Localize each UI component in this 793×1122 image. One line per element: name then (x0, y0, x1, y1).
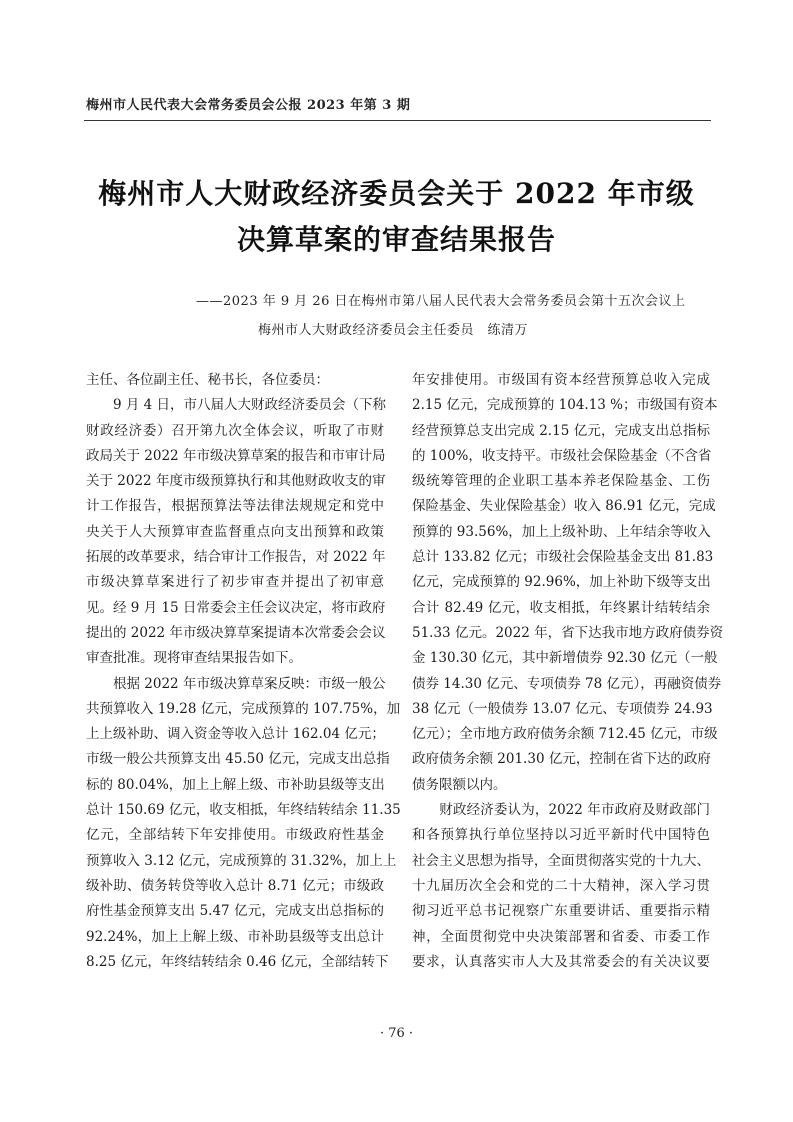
text-line: 政局关于 2022 年市级决算草案的报告和市审计局 (86, 447, 386, 464)
text-line: 总计 150.69 亿元，收支相抵，年终结转结余 11.35 (86, 802, 401, 819)
right-text-column (412, 368, 724, 975)
text-line: 共预算收入 19.28 亿元，完成预算的 107.75%，加 (86, 700, 401, 717)
text-line: 级统筹管理的企业职工基本养老保险基金、工伤 (412, 473, 710, 490)
text-line: 38 亿元（一般债券 13.07 亿元、专项债券 24.93 (412, 700, 713, 717)
text-line: 府性基金预算支出 5.47 亿元，完成支出总指标的 (86, 903, 384, 920)
text-line: 92.24%，加上上解上级、市补助县级等支出总计 (86, 928, 384, 945)
text-line: 的 100%，收支持平。市级社会保险基金（不含省 (412, 447, 712, 464)
text-line: 债券 14.30 亿元、专项债券 78 亿元），再融资债券 (412, 675, 722, 692)
text-line: 十九届历次全会和党的二十大精神，深入学习贯 (412, 877, 710, 894)
running-header: 梅州市人民代表大会常务委员会公报 2023 年第 3 期 (86, 98, 411, 113)
text-line: 市级决算草案进行了初步审查并提出了初审意 (86, 574, 384, 591)
text-line: 见。经 9 月 15 日常委会主任会议决定，将市政府 (86, 599, 386, 616)
text-line: 2.15 亿元，完成预算的 104.13 %；市级国有资本 (412, 397, 718, 414)
page-number: · 76 · (379, 1026, 414, 1041)
text-line: 主任、各位副主任、秘书长，各位委员： (86, 372, 329, 388)
text-line: 标的 80.04%，加上上解上级、市补助县级等支出 (86, 776, 385, 793)
text-line: 根据 2022 年市级决算草案反映：市级一般公 (86, 675, 386, 692)
text-line: 预算收入 3.12 亿元，完成预算的 31.32%，加上上 (86, 852, 397, 869)
text-line: 关于 2022 年度市级预算执行和其他财政收支的审 (86, 473, 386, 490)
left-text-column (86, 368, 401, 975)
text-line: 51.33 亿元。2022 年，省下达我市地方政府债券资 (412, 624, 724, 641)
text-line: 亿元，全部结转下年安排使用。市级政府性基金 (86, 827, 384, 844)
byline-meeting: ——2023 年 9 月 26 日在梅州市第八届人民代表大会常务委员会第十五次会议上 (196, 294, 686, 309)
text-line: 市级一般公共预算支出 45.50 亿元，完成支出总指 (86, 751, 390, 768)
report-title-line-2: 决算草案的审查结果报告 (236, 223, 556, 256)
text-line: 总计 133.82 亿元；市级社会保险基金支出 81.83 (412, 549, 714, 566)
text-line: 审查批准。现将审查结果报告如下。 (86, 650, 302, 667)
text-line: 计工作报告，根据预算法等法律法规规定和党中 (86, 498, 384, 515)
text-line: 提出的 2022 年市级决算草案提请本次常委会会议 (86, 624, 386, 641)
text-line: 亿元）；全市地方政府债务余额 712.45 亿元，市级 (412, 726, 718, 743)
text-line: 9 月 4 日，市八届人大财政经济委员会（下称 (86, 397, 387, 414)
text-line: 上上级补助、调入资金等收入总计 162.04 亿元； (86, 726, 385, 743)
text-line: 要求，认真落实市人大及其常委会的有关决议要 (412, 953, 710, 970)
text-line: 金 130.30 亿元，其中新增债券 92.30 亿元（一般 (412, 650, 718, 667)
text-line: 财政经济委认为，2022 年市政府及财政部门 (412, 802, 710, 819)
text-line: 债务限额以内。 (412, 776, 507, 793)
text-line: 和各预算执行单位坚持以习近平新时代中国特色 (412, 827, 710, 844)
text-line: 社会主义思想为指导，全面贯彻落实党的十九大、 (412, 852, 710, 869)
byline-author: 梅州市人大财政经济委员会主任委员 练清万 (258, 323, 529, 338)
text-line: 央关于人大预算审查监督重点向支出预算和政策 (86, 523, 384, 540)
text-line: 年安排使用。市级国有资本经营预算总收入完成 (412, 372, 710, 388)
text-line: 政府债务余额 201.30 亿元，控制在省下达的政府 (412, 751, 711, 768)
text-line: 拓展的改革要求，结合审计工作报告，对 2022 年 (86, 549, 386, 566)
text-line: 财政经济委）召开第九次全体会议，听取了市财 (86, 422, 384, 439)
text-line: 保险基金、失业保险基金）收入 86.91 亿元，完成 (412, 498, 716, 515)
text-line: 经营预算总支出完成 2.15 亿元，完成支出总指标 (412, 422, 710, 439)
text-line: 亿元，完成预算的 92.96%，加上补助下级等支出 (412, 574, 711, 591)
text-line: 合计 82.49 亿元，收支相抵，年终累计结转结余 (412, 599, 710, 616)
text-line: 神，全面贯彻党中央决策部署和省委、市委工作 (412, 928, 710, 945)
header-rule (84, 120, 711, 121)
text-line: 预算的 93.56%，加上上级补助、上年结余等收入 (412, 523, 711, 540)
text-line: 级补助、债务转贷等收入总计 8.71 亿元；市级政 (86, 877, 384, 894)
report-title-line-1: 梅州市人大财政经济委员会关于 2022 年市级 (98, 177, 695, 210)
text-line: 8.25 亿元，年终结转结余 0.46 亿元，全部结转下 (86, 953, 389, 970)
text-line: 彻习近平总书记视察广东重要讲话、重要指示精 (412, 903, 710, 920)
